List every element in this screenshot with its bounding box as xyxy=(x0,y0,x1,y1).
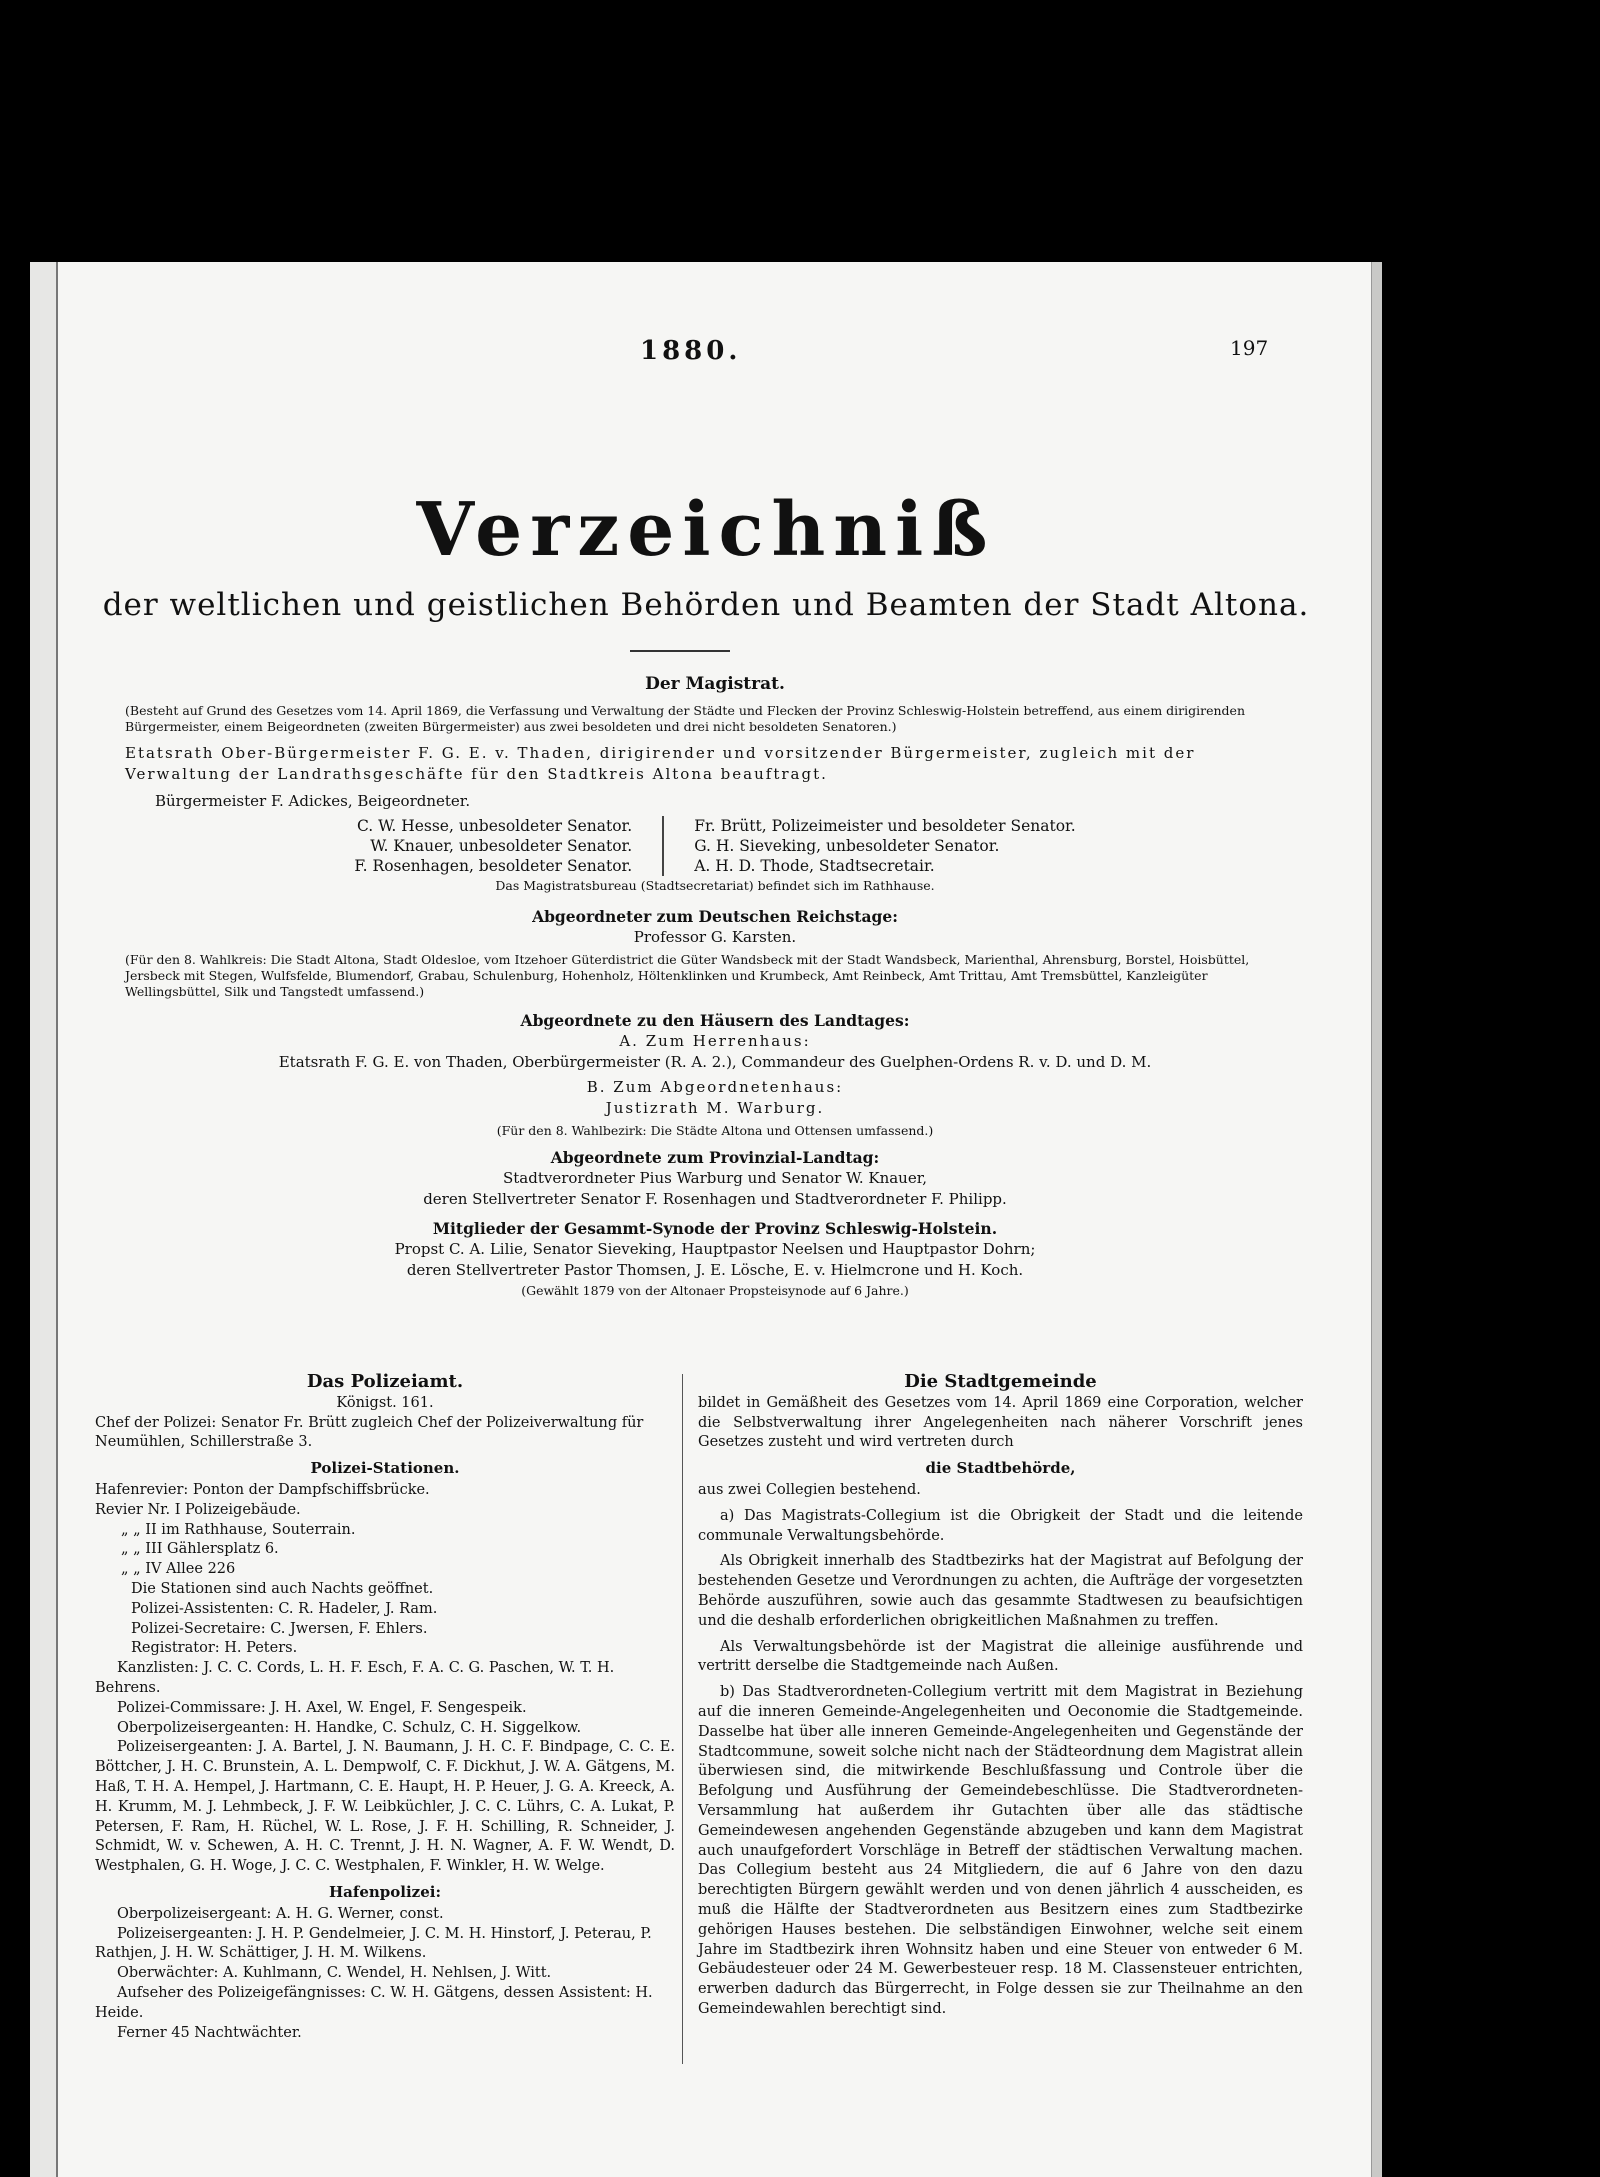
magistrat-section xyxy=(125,674,1305,1299)
provinzial-line2: deren Stellvertreter Senator F. Rosenhagen und Stadtverordneter F. Philipp. xyxy=(423,1190,1007,1208)
senators-right xyxy=(664,816,1105,876)
header-year: 1880. xyxy=(640,336,742,366)
landtag-b-label: B. Zum Abgeordnetenhaus: xyxy=(586,1078,844,1096)
synode-line2: deren Stellvertreter Pastor Thomsen, J. E. Lösche, E. v. Hielmcrone und H. Koch. xyxy=(406,1261,1024,1279)
reichstag-name: Professor G. Karsten. xyxy=(633,928,797,946)
stadtgemeinde-column xyxy=(698,1372,1303,2020)
reichstag-heading: Abgeordneter zum Deutschen Reichstage: xyxy=(532,907,898,926)
polizeiamt-heading: Das Polizeiamt. xyxy=(306,1371,464,1392)
staff-entry: Polizei-Secretaire: C. Jwersen, F. Ehlers. xyxy=(131,1620,428,1637)
provinzial-heading: Abgeordnete zum Provinzial-Landtag: xyxy=(550,1148,880,1167)
staff-entry: Oberpolizeisergeanten: H. Handke, C. Schulz, C. H. Siggelkow. xyxy=(117,1719,582,1736)
stadtgemeinde-paragraph: b) Das Stadtverordneten-Collegium vertritt mit dem Magistrat in Beziehung auf die inneren Gemeinde-Angelegenheiten und Oeconomie die Stadtgemeinde. Dasselbe hat über alle inneren Gemeinde-Angelegenheiten und Gegenstände der Stadtcommune, soweit solche nicht nach der Städteordnung dem Magistrat allein überwiesen sind, die mitwirkende Beschlußfassung und Controle über die Befolgung und Ausführung der Gemeindebeschlüsse. Die Stadtverordneten-Versammlung hat außerdem ihr Gutachten über alle das städtische Gemeindewesen angehenden Gegenstände abzugeben und kann dem Magistrat auch unaufgefordert Vorschläge in Betreff der städtischen Verwaltung machen. Das Collegium besteht aus 24 Mitgliedern, die auf 6 Jahre von den dazu berechtigten Bürgern gewählt werden und von denen jährlich 4 ausscheiden, es muß die Hälfte der Stadtverordneten aus Besitzern eines zum Stadtbezirke gehörigen Hauses bestehen. Die selbständigen Einwohner, welche seit einem Jahre im Stadtbezirk ihren Wohnsitz haben und eine Steuer von entweder 6 M. Gebäudesteuer oder 24 M. Gewerbesteuer resp. 18 M. Classensteuer entrichten, erwerben dadurch das Bürgerrecht, in Folge dessen sie zur Theilnahme an den Gemeindewahlen berechtigt sind. xyxy=(698,1684,1303,2017)
provinzial-line1: Stadtverordneter Pius Warburg und Senator W. Knauer, xyxy=(502,1169,928,1187)
synode-heading: Mitglieder der Gesammt-Synode der Provinz Schleswig-Holstein. xyxy=(432,1219,998,1238)
staff-entry: Kanzlisten: J. C. C. Cords, L. H. F. Esch, F. A. C. G. Paschen, W. T. H. Behrens. xyxy=(95,1660,615,1696)
landtag-a-name: Etatsrath F. G. E. von Thaden, Oberbürgermeister (R. A. 2.), Commandeur des Guelphen-Ordens R. v. D. und D. M. xyxy=(278,1053,1152,1071)
page-subtitle: der weltlichen und geistlichen Behörden und Beamten der Stadt Altona. xyxy=(102,587,1310,623)
reichstag-note: (Für den 8. Wahlkreis: Die Stadt Altona, Stadt Oldesloe, vom Itzehoer Güterdistrict die Güter Wandsbeck mit der Stadt Wandsbeck, Marienthal, Ahrensburg, Borstel, Hoisbüttel, Jersbeck mit Stegen, Wulfsfelde, Blumendorf, Grabau, Schulenburg, Hohenholz, Höltenklinken und Krumbeck, Amt Reinbeck, Amt Trittau, Amt Tremsbüttel, Kanzleigüter Wellingsbüttel, Silk und Tangstedt umfassend.) xyxy=(125,952,1250,999)
senator-entry: C. W. Hesse, unbesoldeter Senator. xyxy=(356,817,633,835)
stations-heading: Polizei-Stationen. xyxy=(310,1459,460,1478)
landtag-b-note: (Für den 8. Wahlbezirk: Die Städte Altona und Ottensen umfassend.) xyxy=(496,1123,934,1138)
landtag-a-label: A. Zum Herrenhaus: xyxy=(619,1032,811,1050)
magistrat-deputy: Bürgermeister F. Adickes, Beigeordneter. xyxy=(155,792,471,810)
senator-entry: Fr. Brütt, Polizeimeister und besoldeter Senator. xyxy=(694,817,1076,835)
senator-entry: A. H. D. Thode, Stadtsecretair. xyxy=(694,857,935,875)
staff-entry: Polizeisergeanten: J. A. Bartel, J. N. Baumann, J. H. C. F. Bindpage, C. C. E. Böttcher, J. H. C. Brunstein, A. L. Dempwolf, C. F. Dickhut, J. W. A. Gätgens, M. Haß, T. H. A. Hempel, J. Hartmann, C. E. Haupt, H. P. Heuer, J. G. A. Kreeck, A. H. Krumm, M. J. Lehmbeck, J. F. W. Leibküchler, J. C. C. Lührs, C. A. Lukat, P. Petersen, F. Ram, H. Rüchel, W. L. Rose, J. F. H. Schilling, R. Schneider, J. Schmidt, W. v. Schewen, A. H. C. Trennt, J. H. N. Wagner, A. F. W. Wendt, D. Westphalen, G. H. Woge, J. C. C. Westphalen, F. Winkler, H. W. Welge. xyxy=(95,1739,675,1875)
station-item: Revier Nr. I Polizeigebäude. xyxy=(95,1501,301,1518)
senator-entry: W. Knauer, unbesoldeter Senator. xyxy=(370,837,633,855)
hafen-entry: Oberpolizeisergeant: A. H. G. Werner, const. xyxy=(117,1905,444,1922)
stadtgemeinde-paragraph: a) Das Magistrats-Collegium ist die Obrigkeit der Stadt und die leitende communale Verwaltungsbehörde. xyxy=(698,1507,1303,1544)
document-page xyxy=(30,262,1382,2177)
hafen-entry: Aufseher des Polizeigefängnisses: C. W. H. Gätgens, dessen Assistent: H. Heide. xyxy=(95,1984,653,2021)
station-item: „ „ III Gählersplatz 6. xyxy=(121,1541,279,1558)
senator-entry: G. H. Sieveking, unbesoldeter Senator. xyxy=(694,837,1000,855)
hafen-entry: Oberwächter: A. Kuhlmann, C. Wendel, H. Nehlsen, J. Witt. xyxy=(117,1965,552,1982)
title-rule xyxy=(630,650,730,652)
stadtgemeinde-intro: bildet in Gemäßheit des Gesetzes vom 14. April 1869 eine Corporation, welcher die Selbstverwaltung ihrer Angelegenheiten nach näherer Vorschrift jenes Gesetzes zusteht und wird vertreten durch xyxy=(698,1394,1303,1451)
staff-entry: Polizei-Commissare: J. H. Axel, W. Engel, F. Sengespeik. xyxy=(117,1699,527,1716)
stadtgemeinde-paragraph: Als Obrigkeit innerhalb des Stadtbezirks hat der Magistrat auf Befolgung der bestehenden Gesetze und Verordnungen zu achten, die Aufträge der vorgesetzten Behörde auszuführen, sowie auch das gesammte Stadtwesen zu beaufsichtigen und die deshalb erforderlichen obrigkeitlichen Maßnahmen zu treffen. xyxy=(698,1553,1303,1629)
hafen-entry: Polizeisergeanten: J. H. P. Gendelmeier, J. C. M. H. Hinstorf, J. Peterau, P. Rathjen, J. H. W. Schättiger, J. H. M. Wilkens. xyxy=(95,1925,652,1962)
polizeiamt-chef: Chef der Polizei: Senator Fr. Brütt zugleich Chef der Polizeiverwaltung für Neumühlen, Schillerstraße 3. xyxy=(95,1414,644,1451)
station-item: Hafenrevier: Ponton der Dampfschiffsbrücke. xyxy=(95,1481,430,1498)
staff-entry: Registrator: H. Peters. xyxy=(131,1640,298,1657)
synode-note: (Gewählt 1879 von der Altonaer Propsteisynode auf 6 Jahre.) xyxy=(521,1283,909,1298)
landtag-b-name: Justizrath M. Warburg. xyxy=(605,1099,825,1117)
synode-line1: Propst C. A. Lilie, Senator Sieveking, Hauptpastor Neelsen und Hauptpastor Dohrn; xyxy=(394,1240,1036,1258)
senators-left xyxy=(324,816,664,876)
station-item: „ „ IV Allee 226 xyxy=(121,1561,236,1578)
magistrat-note: (Besteht auf Grund des Gesetzes vom 14. April 1869, die Verfassung und Verwaltung der Städte und Flecken der Provinz Schleswig-Holstein betreffend, aus einem dirigirenden Bürgermeister, einem Beigeordneten (zweiten Bürgermeister) aus zwei besoldeten und drei nicht besoldeten Senatoren.) xyxy=(125,703,1246,734)
station-item: Die Stationen sind auch Nachts geöffnet. xyxy=(131,1580,434,1597)
senators-table xyxy=(125,816,1305,876)
magistrat-mayor: Etatsrath Ober-Bürgermeister F. G. E. v. Thaden, dirigirender und vorsitzender Bürgermeister, zugleich mit der Verwaltung der Landrathsgeschäfte für den Stadtkreis Altona beauftragt. xyxy=(125,744,1196,783)
polizeiamt-column xyxy=(95,1372,675,2043)
hafenpolizei-heading: Hafenpolizei: xyxy=(329,1882,441,1901)
senator-entry: F. Rosenhagen, besoldeter Senator. xyxy=(354,857,633,875)
stadtbehoerde-text: aus zwei Collegien bestehend. xyxy=(698,1481,921,1498)
column-divider xyxy=(682,1374,683,2064)
landtag-heading: Abgeordnete zu den Häusern des Landtages: xyxy=(520,1011,910,1030)
magistrat-bureau: Das Magistratsbureau (Stadtsecretariat) befindet sich im Rathhause. xyxy=(495,878,935,893)
stadtgemeinde-paragraph: Als Verwaltungsbehörde ist der Magistrat die alleinige ausführende und vertritt derselbe die Stadtgemeinde nach Außen. xyxy=(698,1638,1303,1675)
page-number: 197 xyxy=(1230,336,1269,360)
station-item: „ „ II im Rathhause, Souterrain. xyxy=(121,1521,356,1538)
stadtbehoerde-heading: die Stadtbehörde, xyxy=(925,1459,1076,1478)
hafen-entry: Ferner 45 Nachtwächter. xyxy=(117,2024,302,2041)
magistrat-heading: Der Magistrat. xyxy=(645,674,785,694)
staff-entry: Polizei-Assistenten: C. R. Hadeler, J. Ram. xyxy=(131,1600,438,1617)
stadtgemeinde-heading: Die Stadtgemeinde xyxy=(904,1371,1097,1392)
page-title: Verzeichniß xyxy=(416,487,996,573)
polizeiamt-address: Königst. 161. xyxy=(336,1394,434,1411)
